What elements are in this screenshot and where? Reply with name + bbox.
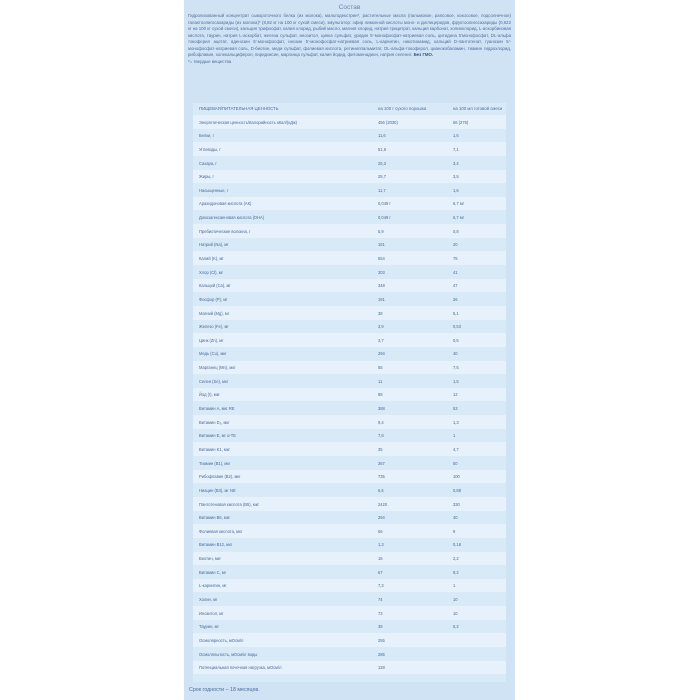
value-per-100ml: 50 <box>453 460 458 466</box>
table-row <box>193 388 506 402</box>
nutrient-name: Белки, г <box>199 133 215 139</box>
table-row <box>193 347 506 361</box>
value-per-100ml: 6,7 мг <box>453 201 465 207</box>
table-row <box>193 620 506 634</box>
value-per-100ml: 9,2 <box>453 569 459 575</box>
value-per-100g: 294 <box>378 351 385 357</box>
value-per-100g: 9,4 <box>378 419 384 425</box>
table-row <box>193 306 506 320</box>
table-row <box>193 483 506 497</box>
value-per-100g: 2420 <box>378 501 388 507</box>
table-row <box>193 238 506 252</box>
nutrient-name: Сахара, г <box>199 160 217 166</box>
table-row <box>193 320 506 334</box>
value-per-100g: 11,7 <box>378 187 386 193</box>
table-row <box>193 374 506 388</box>
nutrient-name: Магний (Mg), мг <box>199 310 230 316</box>
nutrient-name: Витамин D₃, мкг <box>199 419 230 425</box>
nutrient-name: Углеводы, г <box>199 146 221 152</box>
value-per-100ml: 0,53 <box>453 324 461 330</box>
value-per-100ml: 47 <box>453 283 458 289</box>
value-per-100ml: 40 <box>453 351 458 357</box>
value-per-100ml: 4,7 <box>453 446 459 452</box>
value-per-100g: 456 (2030) <box>378 119 398 125</box>
value-per-100ml: 5,1 <box>453 310 459 316</box>
value-per-100ml: 0,88 <box>453 487 461 493</box>
value-per-100g: 3,9 <box>378 324 384 330</box>
value-per-100g: 0,049 г <box>378 215 391 221</box>
value-per-100g: 1,3 <box>378 542 384 548</box>
nutrient-name: Витамин B12, мкг <box>199 542 233 548</box>
value-per-100g: 51,9 <box>378 146 386 152</box>
composition-panel <box>184 0 515 700</box>
ingredients-text <box>188 13 511 65</box>
value-per-100ml: 40 <box>453 515 458 521</box>
table-row <box>193 497 506 511</box>
value-per-100g: 388 <box>378 406 385 412</box>
nutrient-name: Пребиотические волокна, г <box>199 228 251 234</box>
value-per-100ml: 6,7 мг <box>453 215 465 221</box>
nutrient-name: Таурин, мг <box>199 624 219 630</box>
value-per-100g: 66 <box>378 528 383 534</box>
nutrient-name: Насыщенные, г <box>199 187 229 193</box>
value-per-100ml: 2,2 <box>453 556 459 562</box>
table-row <box>193 538 506 552</box>
nutrient-name: Марганец (Mn), мкг <box>199 365 236 371</box>
nutrient-name: Ниацин (B3), мг NE <box>199 487 236 493</box>
value-per-100ml: 0,5 <box>453 337 459 343</box>
nutrient-name: Холин, мг <box>199 597 218 603</box>
value-per-100g: 16 <box>378 556 383 562</box>
nutrient-name: Железо (Fe), мг <box>199 324 229 330</box>
value-per-100ml: 1,6 <box>453 133 459 139</box>
table-row <box>193 429 506 443</box>
nutrient-name: Тиамин (B1), мкг <box>199 460 231 466</box>
value-per-100g: 151 <box>378 242 385 248</box>
table-body <box>193 115 506 674</box>
value-per-100ml: 0,8 <box>453 228 459 234</box>
table-row <box>193 170 506 184</box>
table-row <box>193 633 506 647</box>
value-per-100g: 38 <box>378 310 383 316</box>
panel-title: Состав <box>338 4 361 11</box>
value-per-100g: 3,7 <box>378 337 384 343</box>
table-row <box>193 333 506 347</box>
value-per-100g: 367 <box>378 460 385 466</box>
value-per-100g: 11 <box>378 378 383 384</box>
value-per-100ml: 20 <box>453 242 458 248</box>
table-row <box>193 592 506 606</box>
nutrient-name: Арахидоновая кислота (АК) <box>199 201 252 207</box>
nutrient-name: Калий (K), мг <box>199 256 224 261</box>
table-row <box>193 415 506 429</box>
header-per-100ml: на 100 мл готовой смеси <box>453 106 503 111</box>
nutrient-name: Докозагексаеновая кислота (DHA) <box>199 215 265 221</box>
value-per-100ml: 1 <box>453 583 456 589</box>
value-per-100ml: 66 (276) <box>453 119 469 125</box>
gmo-note: Без ГМО. <box>413 52 434 58</box>
value-per-100ml: 1,6 <box>453 187 459 193</box>
value-per-100ml: 3,4 <box>453 160 459 166</box>
value-per-100g: 294 <box>378 515 385 521</box>
value-per-100ml: 10 <box>453 597 458 603</box>
nutrient-name: Витамин K1, мкг <box>199 446 231 452</box>
table-row <box>193 197 506 211</box>
table-row <box>193 552 506 566</box>
shelf-life: Срок годности – 18 месяцев. <box>189 687 260 693</box>
nutrient-name: Осмоляльность, мОсм/кг воды <box>199 651 258 657</box>
nutrition-table <box>193 103 506 682</box>
solids-note: *= твердые вещества <box>188 58 232 64</box>
value-per-100g: 348 <box>378 283 385 289</box>
value-per-100g: 6,5 <box>378 487 384 493</box>
ingredients-list: Гидролизованный концентрат сывороточного белка (из молока), мальтодекстрин*, растительные масла (пальмовое, рапсовое, кокосовое, подсолнечное) галактоолигосахариды (из молока)* (8,82 кг на 100 кг сухой смеси), эмульгатор: эфир лимонной кислоты моно- и диглицеридов, фруктоолигосахариды (0,622 кг на 100 кг сухой смеси), кальция трифосфат, калия хлорид, рыбий масло, магния хлорид, натрия трицитрат, кальция карбонат, холинхлорид, L-аскорбиновая кислота, таурин, натрия L-аскорбат, железа сульфат, инозитол, цинка сульфат, уридин 5'-монофосфат-натриевая соль, цитидина 5'монофосфат, DL-альфа токоферил ацетат, аденозин 5'-монофосфат, инозин 5'-монофосфат-натриевая соль, L-карнитин, никотинамид, кальций D-пантотенат, гуанозин 5'-монофосфат-натриевая соль, D-биотин, меди сульфат, фолиевая кислота, ретинилпальмитат, DL-альфа-токоферол, цианокобаламин, тиамин гидрохлорид, рибофлавин, холекальциферол, пиридоксин, марганца сульфат, калия йодид, фитоменадион, натрия селенит. <box>188 13 511 58</box>
value-per-100g: 255 <box>378 637 385 643</box>
value-per-100ml: 12 <box>453 392 458 398</box>
table-row <box>193 142 506 156</box>
value-per-100g: 25,3 <box>378 160 386 166</box>
value-per-100ml: 7,5 <box>453 365 459 371</box>
header-nutrient: ПИЩЕВАЯ/ПИТАТЕЛЬНАЯ ЦЕННОСТЬ <box>199 106 279 111</box>
table-row <box>193 251 506 265</box>
table-row <box>193 401 506 415</box>
value-per-100ml: 26 <box>453 296 458 302</box>
value-per-100g: 285 <box>378 651 385 657</box>
value-per-100g: 0,049 г <box>378 201 391 207</box>
value-per-100g: 303 <box>378 269 385 275</box>
nutrient-name: Медь (Cu), мкг <box>199 351 227 357</box>
nutrient-name: Натрий (Na), мг <box>199 242 229 248</box>
nutrient-name: Хлор (Cl), мг <box>199 269 224 275</box>
value-per-100g: 128 <box>378 665 385 671</box>
nutrient-name: Фосфор (P), мг <box>199 296 228 302</box>
value-per-100g: 74 <box>378 597 383 603</box>
value-per-100ml: 9 <box>453 528 456 534</box>
nutrient-name: Кальций (Ca), мг <box>199 283 231 289</box>
value-per-100ml: 10 <box>453 610 458 616</box>
nutrient-name: Жиры, г <box>199 174 215 180</box>
value-per-100ml: 1,3 <box>453 419 459 425</box>
nutrient-name: Витамин A, мкг RE <box>199 406 235 412</box>
value-per-100g: 7,3 <box>378 583 384 589</box>
table-row <box>193 183 506 197</box>
table-row <box>193 265 506 279</box>
table-row <box>193 224 506 238</box>
nutrient-name: Энергетическая ценность/Калорийность кКал/(кДж) <box>199 119 297 125</box>
table-row <box>193 156 506 170</box>
nutrient-name: Йод (I), мкг <box>199 392 220 398</box>
value-per-100ml: 3,5 <box>453 174 459 180</box>
nutrient-name: Фолиевая кислота, мкг <box>199 528 243 534</box>
value-per-100ml: 1,5 <box>453 378 459 384</box>
nutrient-name: Пантотеновая кислота (B5), мкг <box>199 501 259 507</box>
nutrient-name: Цинк (Zn), мг <box>199 337 224 343</box>
table-row <box>193 647 506 661</box>
value-per-100g: 38 <box>378 624 383 630</box>
nutrient-name: Витамин E, мг α-TE <box>199 433 237 439</box>
table-row <box>193 210 506 224</box>
nutrient-name: Витамин B6, мкг <box>199 515 231 521</box>
value-per-100ml: 7,1 <box>453 146 459 152</box>
table-row <box>193 579 506 593</box>
nutrient-name: Биотин, мкг <box>199 556 221 562</box>
value-per-100ml: 100 <box>453 474 460 480</box>
value-per-100ml: 75 <box>453 256 458 261</box>
value-per-100ml: 5,2 <box>453 624 459 630</box>
value-per-100ml: 1 <box>453 433 456 439</box>
table-row <box>193 456 506 470</box>
value-per-100ml: 0,18 <box>453 542 461 548</box>
header-per-100g: на 100 г сухого порошка <box>378 106 427 111</box>
value-per-100g: 25,7 <box>378 174 386 180</box>
table-row <box>193 361 506 375</box>
table-row <box>193 470 506 484</box>
value-per-100g: 7,8 <box>378 433 384 439</box>
value-per-100g: 735 <box>378 474 385 480</box>
value-per-100g: 67 <box>378 569 383 575</box>
nutrient-name: Селен (Se), мкг <box>199 378 229 384</box>
nutrient-name: Осмолярность, мОсм/л <box>199 637 244 643</box>
table-row <box>193 565 506 579</box>
table-row <box>193 279 506 293</box>
value-per-100g: 88 <box>378 392 383 398</box>
table-row <box>193 115 506 129</box>
nutrient-name: Рибофлавин (B2), мкг <box>199 474 241 480</box>
value-per-100g: 55 <box>378 365 383 371</box>
value-per-100ml: 53 <box>453 406 458 412</box>
value-per-100g: 554 <box>378 256 385 261</box>
value-per-100g: 11,6 <box>378 133 386 139</box>
nutrient-name: L-карнитин, мг <box>199 583 227 589</box>
table-row <box>193 606 506 620</box>
table-row <box>193 292 506 306</box>
nutrient-name: Витамин C, мг <box>199 569 227 575</box>
value-per-100g: 5,9 <box>378 228 384 234</box>
table-row <box>193 524 506 538</box>
value-per-100g: 73 <box>378 610 383 616</box>
table-row <box>193 442 506 456</box>
value-per-100ml: 41 <box>453 269 458 275</box>
value-per-100ml: 330 <box>453 501 460 507</box>
table-row <box>193 129 506 143</box>
table-row <box>193 511 506 525</box>
nutrient-name: Инозитол, мг <box>199 610 224 616</box>
nutrient-name: Потенциальная почечная нагрузка, мОсм/л <box>199 665 282 671</box>
value-per-100g: 191 <box>378 296 385 302</box>
value-per-100g: 35 <box>378 446 383 452</box>
table-row <box>193 661 506 675</box>
